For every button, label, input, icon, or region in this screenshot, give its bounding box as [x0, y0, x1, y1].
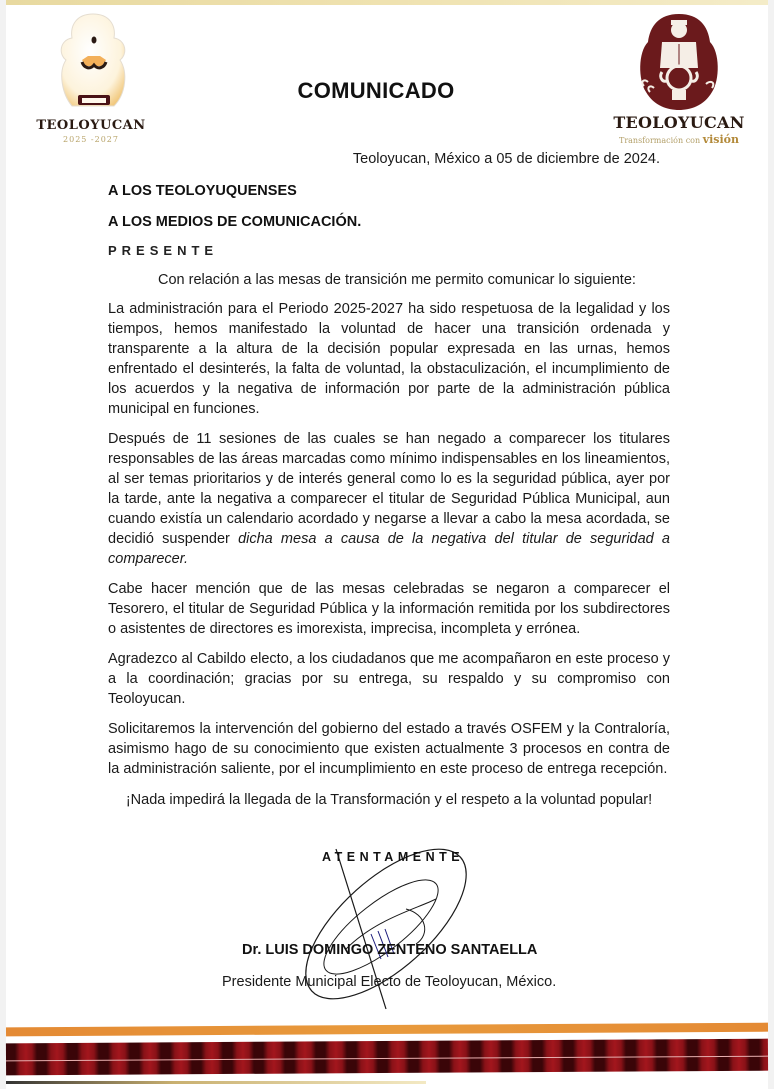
paragraph-tables: Cabe hacer mención que de las mesas celebradas se negaron a comparecer el Tesorero, el titular de Seguridad Pública y la información remitida por los subdirectores o asistentes de directores es imorexista, imprecisa, incompleta y errónea. [108, 581, 670, 637]
footer-band-thread [6, 1056, 768, 1062]
intro-line: Con relación a las mesas de transición me permito comunicar lo siguiente: [158, 272, 636, 288]
right-logo [594, 10, 764, 148]
addressee-citizens: A LOS TEOLOYUQUENSES [108, 183, 297, 199]
document-title: COMUNICADO [297, 78, 455, 103]
tagline-accent: visión [702, 133, 739, 146]
paragraph-sessions [108, 429, 670, 569]
salutation: PRESENTE [108, 243, 219, 258]
paragraph-thanks: Agradezco al Cabildo electo, a los ciudadanos que me acompañaron en este proceso y a la coordinación; gracias por su entrega, su respaldo y su compromiso con Teoloyucan. [108, 651, 670, 707]
paragraph-sessions-text: Después de 11 sesiones de las cuales se han negado a comparecer los titulares responsables de las áreas marcadas como mínimo indispensables en los lineamientos, al ser temas prioritarios y de interés general como lo es la seguridad pública, ayer por la tarde, ante la negativa a comparecer el titular de Seguridad Pública Municipal, aun cuando existía un calendario acordado y negarse a llevar a cabo la mesa acordada, se decidió suspender [108, 431, 670, 547]
addressee-media: A LOS MEDIOS DE COMUNICACIÓN. [108, 214, 362, 230]
paragraph-sessions-italic: dicha mesa a causa de la negativa del titular de seguridad a comparecer. [108, 531, 670, 567]
paragraph-intervention: Solicitaremos la intervención del gobierno del estado a través OSFEM y la Contraloría, asimismo hago de su conocimiento que existen actualmente 3 procesos en contra de la administración saliente, por el incumplimiento en este proceso de entrega recepción. [108, 721, 670, 777]
closing-statement: ¡Nada impedirá la llegada de la Transformación y el respeto a la voluntad popular! [125, 792, 653, 808]
municipal-mascot-logo-icon [48, 10, 138, 115]
left-logo [26, 10, 156, 145]
letter-header [6, 0, 768, 148]
letter-body [6, 148, 768, 1009]
tagline-prefix: Transformación con [619, 136, 701, 145]
teoloyucan-emblem-logo-icon [624, 12, 734, 112]
signer-role: Presidente Municipal Electo de Teoloyucan, México. [222, 974, 557, 990]
paragraph-transition: La administración para el Periodo 2025-2027 ha sido respetuosa de la legalidad y los tiempos, hemos manifestado la voluntad de hacer una transición ordenada y transparente a la altura de la decisión popular expresada en las urnas, hemos enfrentado el desinterés, la falta de voluntad, la obstaculización, el incumplimiento de los acuerdos y la negativa de información por parte de la administración pública municipal en funciones. [108, 301, 670, 417]
right-logo-name: TEOLOYUCAN [613, 113, 745, 132]
letter-page [6, 0, 768, 1089]
letter-footer [6, 1019, 768, 1089]
sign-off: ATENTAMENTE [322, 850, 465, 864]
signature-block [6, 849, 768, 1009]
footer-maroon-band [6, 1039, 768, 1076]
signer-name: Dr. LUIS DOMINGO ZENTENO SANTAELLA [242, 942, 538, 958]
right-logo-tagline [594, 133, 764, 147]
left-logo-years: 2025 -2027 [63, 135, 119, 144]
place-date: Teoloyucan, México a 05 de diciembre de 2024. [352, 151, 660, 167]
footer-gold-band [6, 1081, 426, 1084]
footer-orange-band [6, 1023, 768, 1037]
left-logo-name: TEOLOYUCAN [36, 118, 146, 133]
